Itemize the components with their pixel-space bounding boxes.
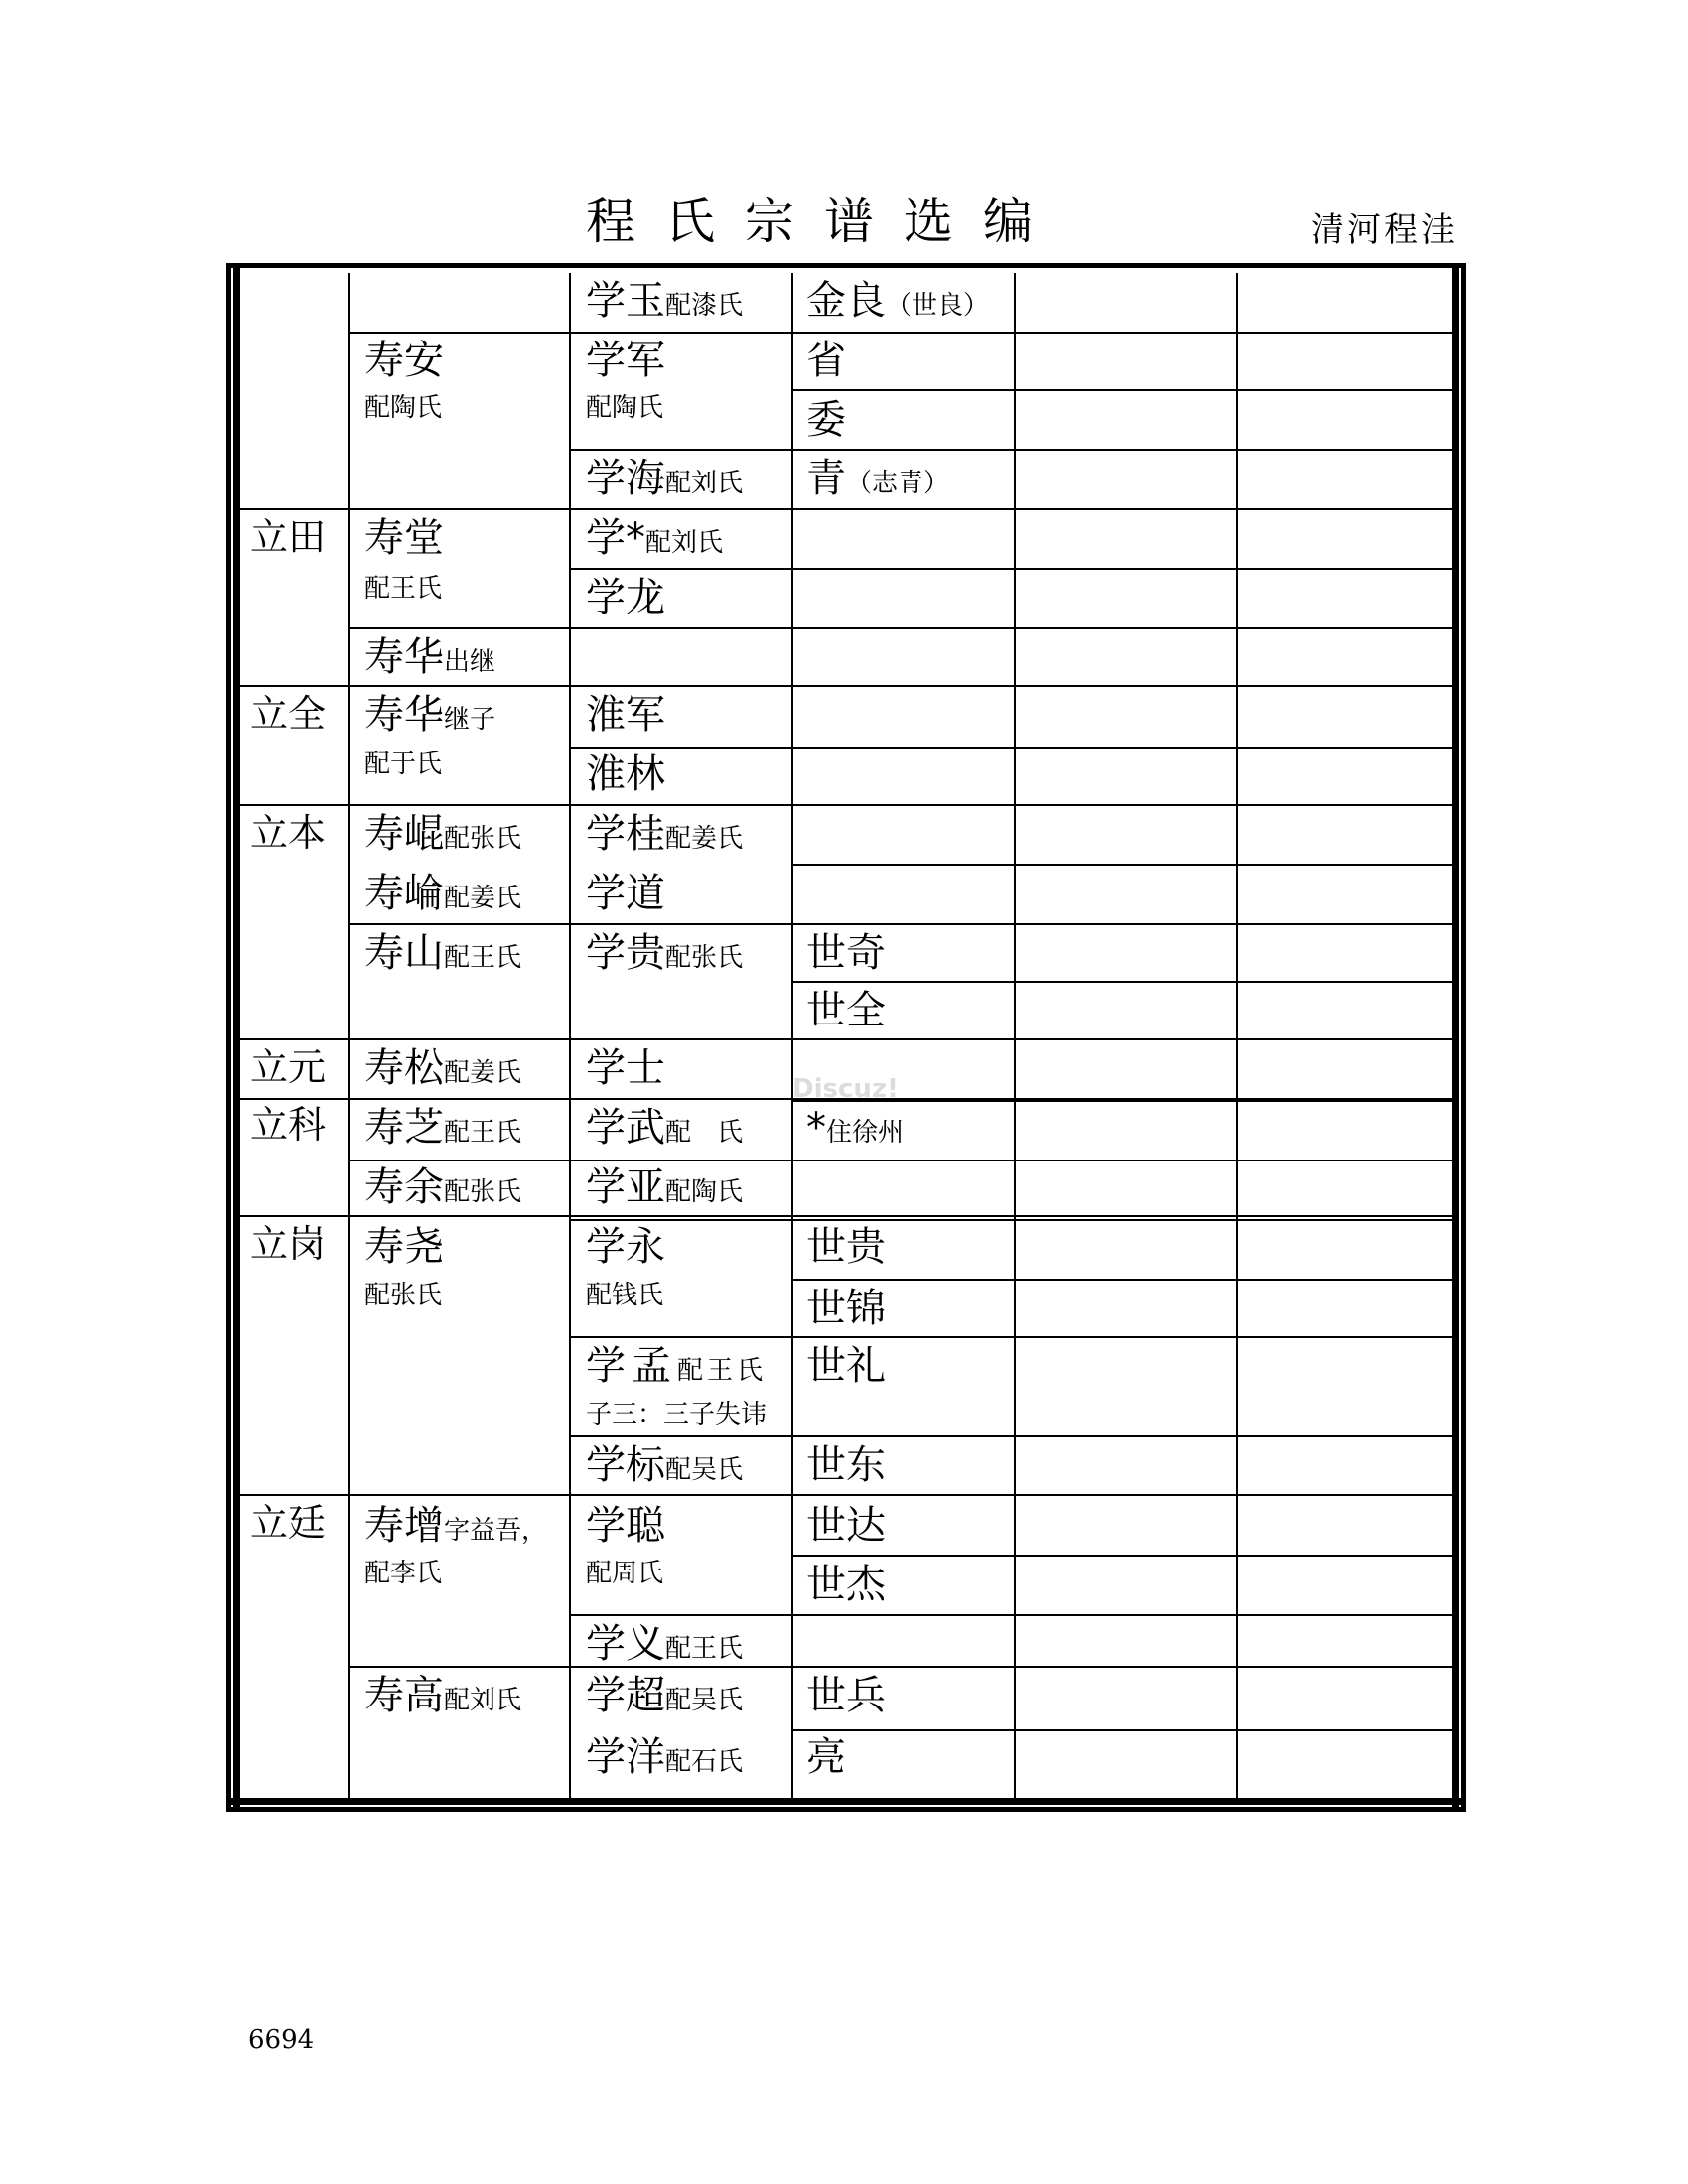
row-divider [348,923,1458,925]
row-divider [569,747,1458,749]
gen1-name: 立元 [250,1045,327,1089]
page-number: 6694 [248,2025,315,2055]
gen2-name: 寿安 [364,338,444,383]
gen3-entry: 学*配刘氏 [586,515,724,561]
gen3-spouse: 配周氏 [586,1559,664,1588]
gen3-name: 淮军 [586,692,665,738]
gen4-entry: 青（志青） [806,456,950,501]
gen3-entry: 学超配吴氏 [586,1673,744,1718]
column-divider [348,273,350,1802]
column-divider [1014,273,1016,1802]
gen1-name: 立本 [250,811,327,855]
gen4-name: 世礼 [806,1343,886,1389]
page-title: 程氏宗谱选编 [586,193,1062,250]
gen2-entry: 寿崘配姜氏 [364,871,522,916]
row-divider [791,981,1458,983]
column-divider [791,273,793,1802]
gen2-spouse: 配于氏 [364,750,443,779]
row-divider [569,1336,1458,1338]
row-divider [236,1494,1458,1496]
gen1-name: 立廷 [250,1501,327,1545]
row-divider [348,1160,1458,1161]
gen3-entry: 学义配王氏 [586,1621,744,1667]
gen2-entry: 寿芝配王氏 [364,1105,522,1151]
gen1-name: 立岗 [250,1222,327,1266]
gen4-name: 世东 [806,1442,886,1488]
gen3-name: 学士 [586,1045,665,1091]
gen3-entry: 学武配 氏 [586,1105,744,1151]
gen3-spouse: 配陶氏 [586,393,664,423]
gen3-note: 子三：三子失讳 [586,1400,768,1430]
row-divider [791,1279,1458,1281]
gen2-entry: 寿崐配张氏 [364,811,522,857]
gen2-entry: 寿山配王氏 [364,930,522,976]
frame-left-bar [233,268,240,1807]
row-divider [236,685,1458,687]
row-divider [791,1729,1458,1731]
gen3-name: 淮林 [586,751,665,797]
gen4-entry: 金良（世良） [806,278,990,324]
gen4-name: 世兵 [806,1673,886,1718]
gen3-name: 学永 [586,1224,665,1270]
row-divider [348,1666,1458,1668]
gen2-name: 寿堂 [364,515,444,561]
gen2-spouse: 配陶氏 [364,393,443,423]
row-divider [791,1555,1458,1557]
row-divider [236,804,1458,806]
gen3-entry: 学洋配石氏 [586,1734,744,1780]
gen3-name: 学军 [586,338,665,383]
row-divider [236,1038,1458,1040]
gen4-name: 世达 [806,1503,886,1549]
gen1-name: 立科 [250,1103,327,1147]
gen3-entry: 学桂配姜氏 [586,811,744,857]
row-divider [569,568,1458,570]
page-subtitle: 清河程洼 [1311,210,1458,250]
gen4-name: 亮 [806,1734,846,1780]
gen2-entry: 寿余配张氏 [364,1164,522,1210]
gen3-entry: 学孟配王氏 [586,1343,768,1389]
gen1-name: 立全 [250,692,327,736]
gen4-entry: *住徐州 [806,1105,905,1151]
gen3-name: 学道 [586,871,665,916]
frame-bottom-bar [231,1798,1461,1805]
gen3-name: 学聪 [586,1503,665,1549]
gen1-name: 立田 [250,515,327,559]
gen4-name: 世全 [806,988,886,1033]
gen4-name: 委 [806,397,846,443]
row-divider [236,508,1458,510]
gen3-entry: 学海配刘氏 [586,456,744,501]
gen2-name: 寿尧 [364,1224,444,1270]
gen2-entry: 寿松配姜氏 [364,1045,522,1091]
gen3-name: 学龙 [586,575,665,620]
gen4-name: 世杰 [806,1562,886,1607]
gen2-entry: 寿华出继 [364,634,496,680]
frame-right-bar [1452,268,1459,1807]
gen3-entry: 学玉配漆氏 [586,278,744,324]
row-divider [569,1435,1458,1437]
gen4-name: 世贵 [806,1224,886,1270]
gen3-entry: 学亚配陶氏 [586,1164,744,1210]
row-divider [791,864,1458,866]
column-divider [1236,273,1238,1802]
gen3-entry: 学标配吴氏 [586,1442,744,1488]
gen4-name: 世奇 [806,930,886,976]
column-divider [569,273,571,1802]
row-divider [569,1219,1458,1221]
gen2-entry: 寿高配刘氏 [364,1673,522,1718]
watermark: Discuz! [792,1074,899,1104]
gen2-spouse: 配王氏 [364,574,443,604]
row-divider [348,332,1458,334]
row-divider [348,627,1458,629]
gen4-name: 省 [806,338,846,383]
row-divider [236,1215,1458,1217]
gen4-name: 世锦 [806,1286,886,1331]
gen2-spouse: 配李氏 [364,1559,443,1588]
gen2-entry: 寿华继子 [364,692,496,738]
row-divider [569,1614,1458,1616]
gen2-entry: 寿增字益吾， [364,1503,548,1549]
gen3-spouse: 配钱氏 [586,1281,664,1310]
gen3-entry: 学贵配张氏 [586,930,744,976]
gen2-spouse: 配张氏 [364,1281,443,1310]
row-divider [791,389,1458,391]
row-divider [569,449,1458,451]
